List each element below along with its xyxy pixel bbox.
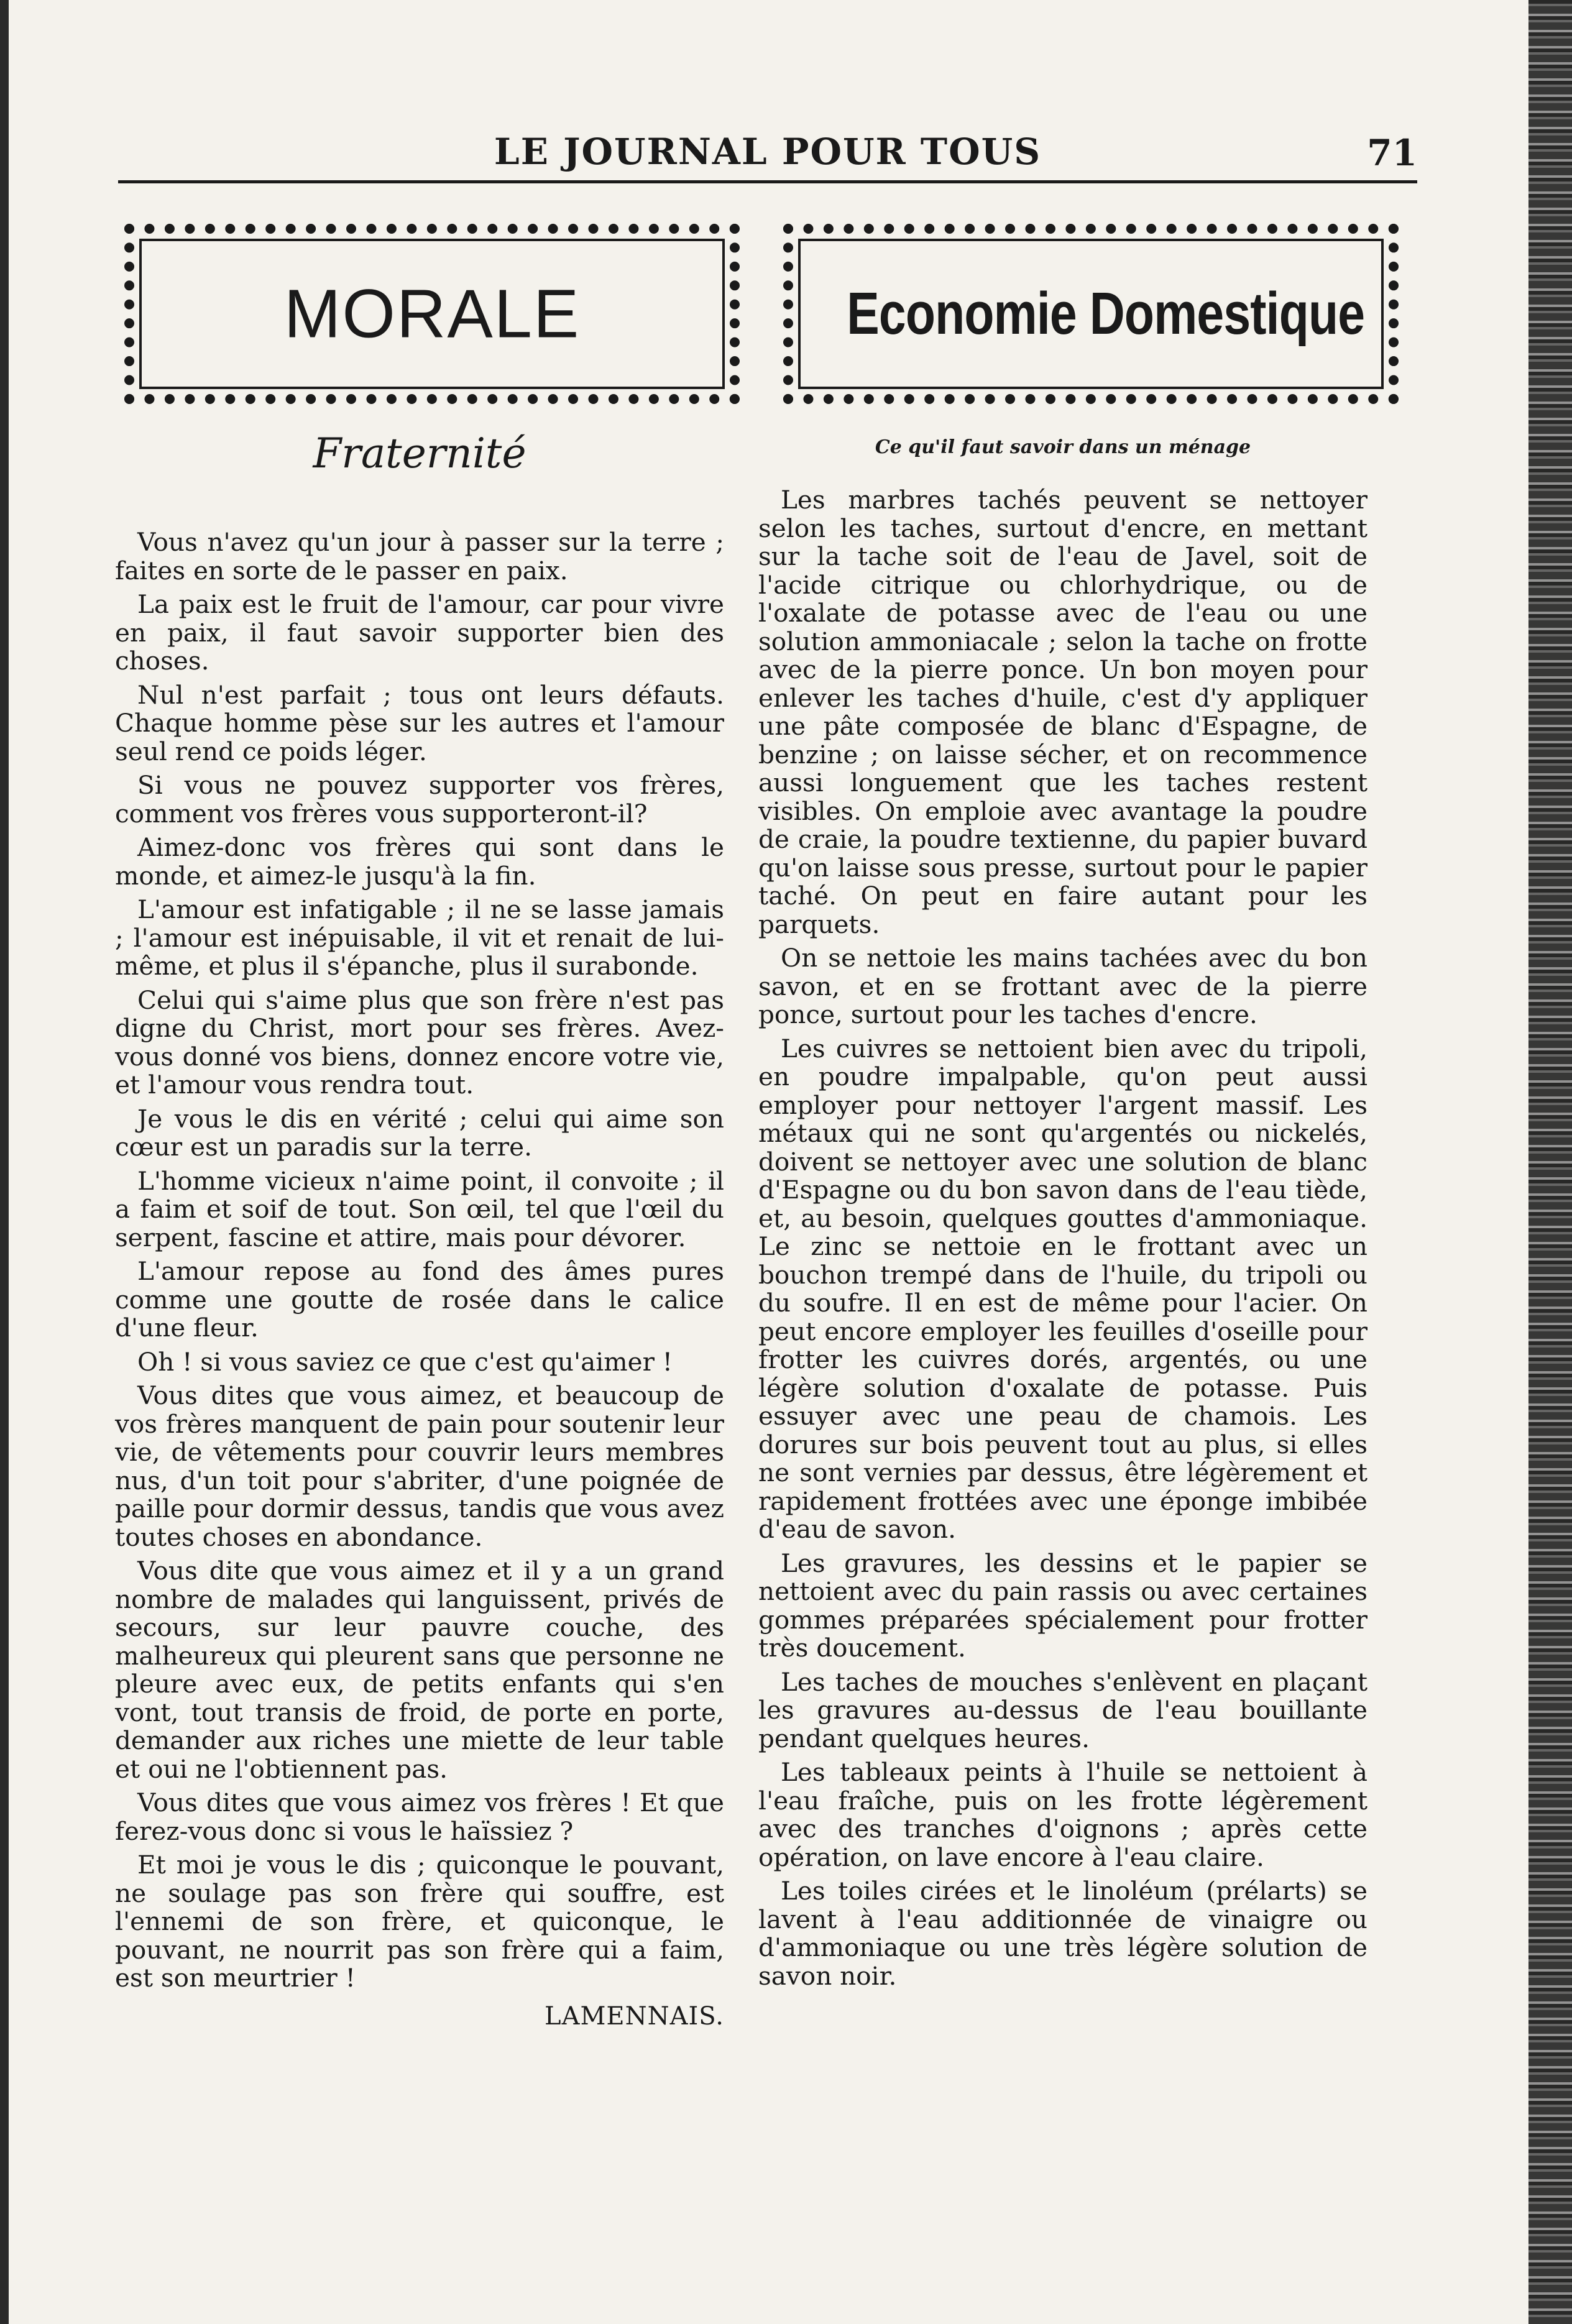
paragraph: Vous dites que vous aimez, et beaucoup de vos frères manquent de pain pour soutenir leur vie, de vêtements pour couvrir leurs membres nus, d'un toit pour s'abriter, d'une poignée de paille pour dormir dessus, tandis que vous avez toutes choses en abondance. — [115, 1380, 724, 1552]
paragraph: Nul n'est parfait ; tous ont leurs défauts. Chaque homme pèse sur les autres et l'amour seul rend ce poids léger. — [115, 679, 724, 766]
journal-title: LE JOURNAL POUR TOUS — [494, 131, 1042, 173]
paragraph: Vous n'avez qu'un jour à passer sur la terre ; faites en sorte de le passer en paix. — [115, 527, 724, 586]
scan-edge-left — [0, 0, 9, 2324]
paragraph: Oh ! si vous saviez ce que c'est qu'aimer ! — [137, 1346, 673, 1377]
paragraph: Les tableaux peints à l'huile se nettoient à l'eau fraîche, puis on les frotte légèrement avec des tranches d'oignons ; après cette opération, on lave encore à l'eau claire. — [758, 1757, 1367, 1872]
scan-edge-right — [1528, 0, 1572, 2324]
paragraph: Vous dite que vous aimez et il y a un grand nombre de malades qui languissent, privés de secours, sur leur pauvre couche, des malheureux qui pleurent sans que personne ne pleure avec eux, de petits enfants qui s'en vont, tout transis de froid, de porte en porte, demander aux riches une miette de leur table et oui ne l'obtiennent pas. — [115, 1556, 724, 1784]
paragraph: Les gravures, les dessins et le papier se nettoient avec du pain rassis ou avec certaines gommes préparées spécialement pour frotter très doucement. — [758, 1548, 1367, 1663]
paragraph: Vous dites que vous aimez vos frères ! Et que ferez-vous donc si vous le haïssiez ? — [115, 1788, 724, 1846]
article-title: Fraternité — [313, 429, 526, 477]
paragraph: L'amour est infatigable ; il ne se lasse jamais ; l'amour est inépuisable, il vit et renait de lui-même, et plus il s'épanche, plus il surabonde. — [115, 894, 724, 981]
paragraph: Et moi je vous le dis ; quiconque le pouvant, ne soulage pas son frère qui souffre, est l'ennemi de son frère, et quiconque, le pouvant, ne nourrit pas son frère qui a faim, est son meurtrier ! — [115, 1850, 724, 1993]
paragraph: La paix est le fruit de l'amour, car pour vivre en paix, il faut savoir supporter bien des choses. — [115, 589, 724, 676]
paragraph: Celui qui s'aime plus que son frère n'est pas digne du Christ, mort pour ses frères. Avez-vous donné vos biens, donnez encore votre vie, et l'amour vous rendra tout. — [115, 985, 724, 1100]
paragraph: Les marbres tachés peuvent se nettoyer selon les taches, surtout d'encre, en mettant sur la tache soit de l'eau de Javel, soit de l'acide citrique ou chlorhydrique, ou de l'oxalate de potasse avec de l'eau ou une solution ammoniacale ; selon la tache on frotte avec de la pierre ponce. Un bon moyen pour enlever les taches d'huile, c'est d'y appliquer une pâte composée de blanc d'Espagne, de benzine ; on laisse sécher, et on recommence aussi longuement que les taches restent visibles. On emploie avec avantage la poudre de craie, la poudre textienne, du papier buvard qu'on laisse sous presse, surtout pour le papier taché. On peut en faire autant pour les parquets. — [758, 485, 1367, 939]
paragraph: Les cuivres se nettoient bien avec du tripoli, en poudre impalpable, qu'on peut aussi employer pour nettoyer l'argent massif. Les métaux qui ne sont qu'argentés ou nickelés, doivent se nettoyer avec une solution de blanc d'Espagne ou du bon savon dans de l'eau tiède, et, au besoin, quelques gouttes d'ammoniaque. Le zinc se nettoie en le frottant avec un bouchon trempé dans de l'huile, du tripoli ou du soufre. Il en est de même pour l'acier. On peut encore employer les feuilles d'oseille pour frotter les cuivres dorés, argentés, ou une légère solution d'oxalate de potasse. Puis essuyer avec une peau de chamois. Les dorures sur bois peuvent tout au plus, si elles ne sont vernies par dessus, être légèrement et rapidement frottées avec une éponge imbibée d'eau de savon. — [758, 1033, 1367, 1544]
paragraph: Je vous le dis en vérité ; celui qui aime son cœur est un paradis sur la terre. — [115, 1103, 724, 1162]
paragraph: L'homme vicieux n'aime point, il convoite ; il a faim et soif de tout. Son œil, tel que l'œil du serpent, fascine et attire, mais pour dévorer. — [115, 1165, 724, 1252]
paragraph: On se nettoie les mains tachées avec du bon savon, et en se frottant avec de la pierre ponce, surtout pour les taches d'encre. — [758, 943, 1367, 1029]
paragraph: Aimez-donc vos frères qui sont dans le monde, et aimez-le jusqu'à la fin. — [115, 832, 724, 891]
section-banner-economie — [783, 224, 1399, 404]
running-header — [118, 131, 1417, 183]
section-heading: Economie Domestique — [847, 280, 1365, 347]
column-morale — [115, 429, 724, 2031]
paragraph: Les taches de mouches s'enlèvent en plaçant les gravures au-dessus de l'eau bouillante pendant quelques heures. — [758, 1666, 1367, 1753]
author-signature: LAMENNAIS. — [545, 2001, 724, 2031]
section-heading: MORALE — [283, 275, 581, 352]
article-subtitle: Ce qu'il faut savoir dans un ménage — [875, 436, 1251, 458]
paragraph: Si vous ne pouvez supporter vos frères, comment vos frères vous supporteront-il? — [115, 770, 724, 829]
page-number: 71 — [1367, 132, 1417, 174]
column-economie — [758, 429, 1367, 1996]
section-banner-morale — [124, 224, 740, 404]
paragraph: Les toiles cirées et le linoléum (prélarts) se lavent à l'eau additionnée de vinaigre ou d'ammoniaque ou une très légère solution de savon noir. — [758, 1876, 1367, 1991]
paragraph: L'amour repose au fond des âmes pures comme une goutte de rosée dans le calice d'une fleur. — [115, 1256, 724, 1343]
